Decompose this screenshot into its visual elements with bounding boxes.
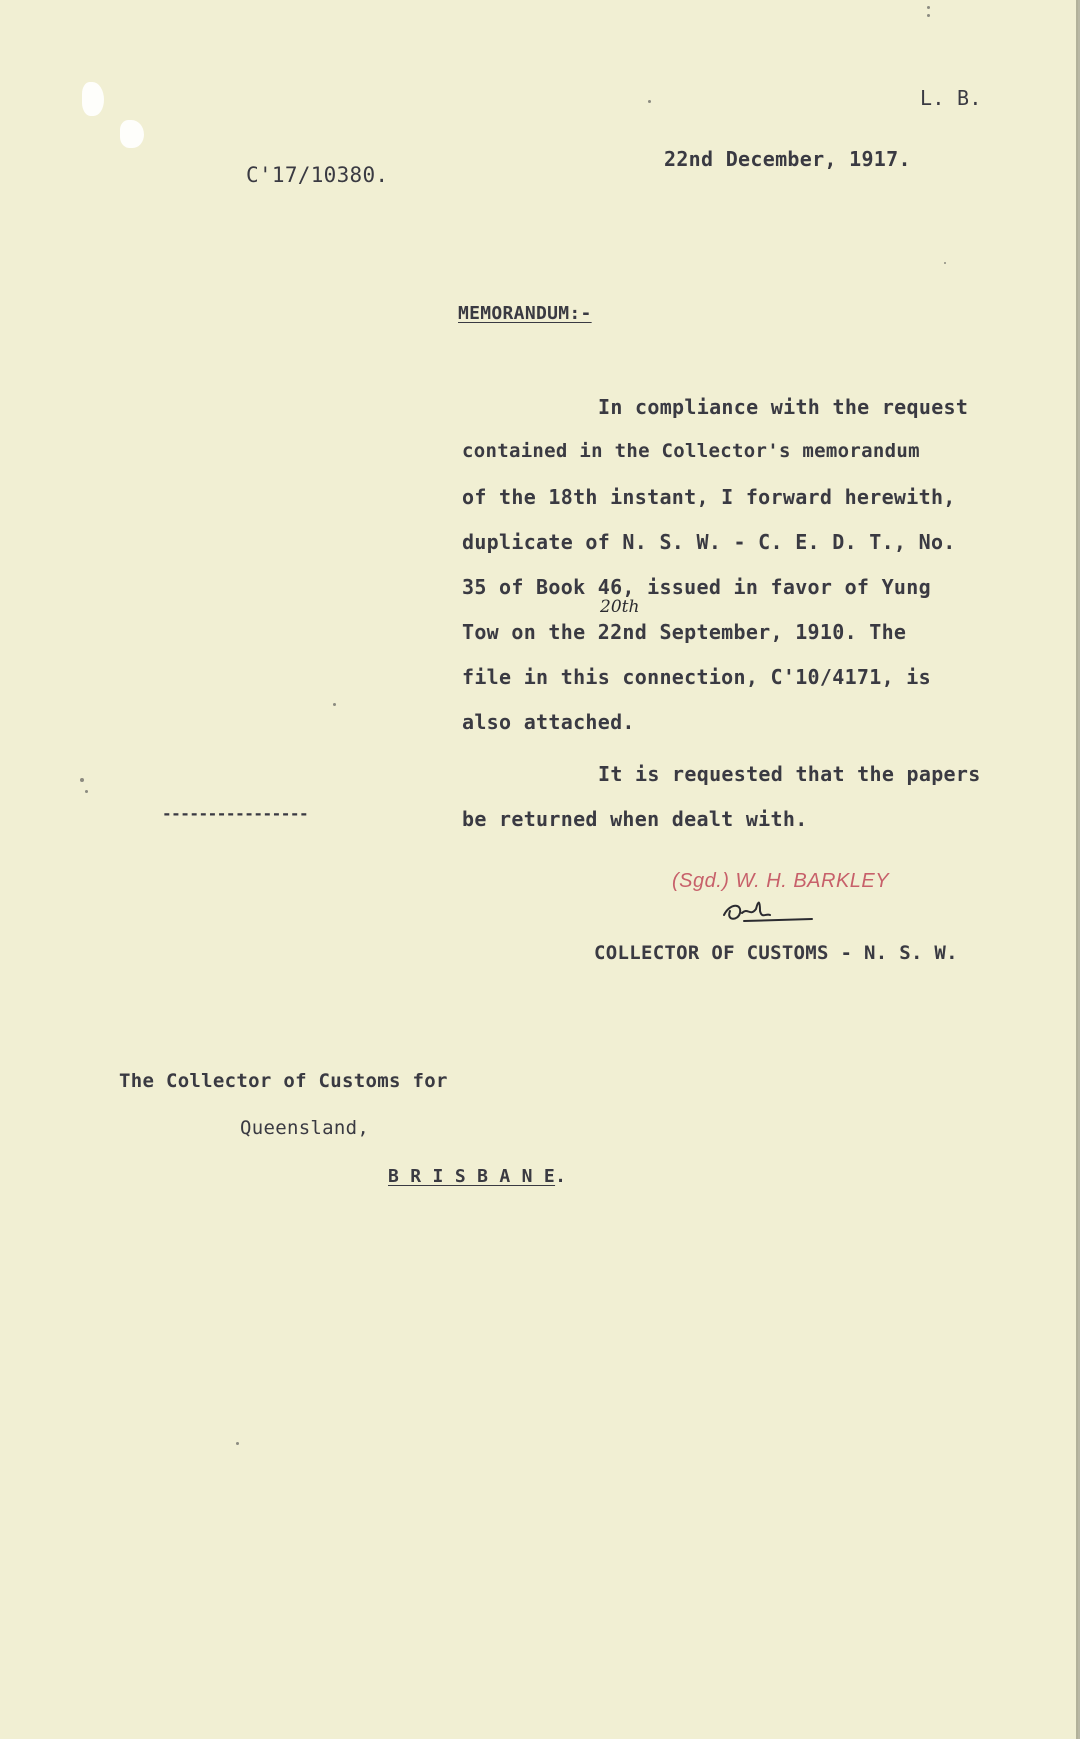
body-line: be returned when dealt with. [462,807,808,831]
file-number: C'17/10380. [246,163,389,187]
paper-speck [927,6,930,9]
reference-mark: L. B. [920,86,982,110]
body-line: also attached. [462,710,635,734]
memo-date: 22nd December, 1917. [664,147,911,171]
paper-speck [80,778,84,782]
paper-speck [648,100,651,103]
body-line: In compliance with the request [598,395,969,419]
body-line: contained in the Collector's memorandum [462,440,920,462]
body-line: of the 18th instant, I forward herewith, [462,485,956,509]
paper-speck [85,790,88,793]
body-line: It is requested that the papers [598,762,981,786]
recipient-line-1: The Collector of Customs for [119,1070,448,1092]
city-suffix: . [555,1166,567,1187]
paper-speck [944,262,946,264]
handwritten-correction: 20th [600,597,640,617]
body-line: file in this connection, C'10/4171, is [462,665,931,689]
paper-speck [333,703,336,706]
paper-tear [120,120,144,148]
city-name: B R I S B A N E [388,1166,556,1187]
signature-stamp: (Sgd.) W. H. BARKLEY [672,870,890,892]
memo-heading: MEMORANDUM:- [458,303,592,324]
paper-speck [236,1442,239,1445]
body-line: 35 of Book 46, issued in favor of Yung [462,575,931,599]
paper-tear [82,82,104,116]
recipient-line-2: Queensland, [240,1117,370,1139]
paper-speck [927,14,930,17]
signatory-title: COLLECTOR OF CUSTOMS - N. S. W. [594,942,958,964]
body-line: Tow on the 22nd September, 1910. The [462,620,907,644]
recipient-city [388,1166,566,1187]
body-line: duplicate of N. S. W. - C. E. D. T., No. [462,530,956,554]
dashed-separator: ---------------- [162,804,309,823]
handwritten-initials [720,895,840,935]
